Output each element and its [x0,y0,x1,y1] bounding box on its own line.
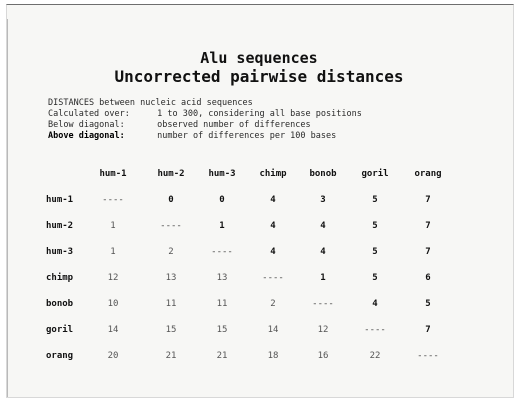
column-header: goril [361,169,389,179]
page-title: Alu sequences [200,49,318,67]
matrix-cell: 4 [270,195,276,205]
matrix-cell: ---- [417,351,439,361]
matrix-cell: 1 [110,221,116,231]
matrix-cell: 5 [372,195,378,205]
matrix-cell: 15 [216,325,228,335]
matrix-cell: 13 [165,273,177,283]
matrix-cell: 22 [369,351,381,361]
matrix-cell: 18 [267,351,279,361]
matrix-cell: 4 [320,247,326,257]
description-key: Above diagonal: [48,131,125,141]
column-header: orang [414,169,442,179]
matrix-cell: 1 [320,273,326,283]
matrix-cell: ---- [364,325,386,335]
description-value: number of differences per 100 bases [157,131,337,141]
row-label: hum-1 [46,195,74,205]
description-line [48,98,362,109]
matrix-cell: 3 [320,195,326,205]
matrix-cell: 11 [165,299,177,309]
description-line [48,120,362,131]
matrix-cell: ---- [211,247,233,257]
matrix-cell: 4 [372,299,378,309]
matrix-cell: 7 [425,325,431,335]
matrix-cell: 5 [425,299,431,309]
matrix-cell: 10 [107,299,119,309]
column-header: hum-2 [157,169,185,179]
matrix-cell: 13 [216,273,228,283]
matrix-cell: 14 [267,325,279,335]
description-line [48,131,362,142]
description-key: Calculated over: [48,109,130,119]
description-key: Below diagonal: [48,120,125,130]
matrix-cell: 4 [270,221,276,231]
matrix-cell: 2 [168,247,174,257]
description-text: DISTANCES between nucleic acid sequences [48,98,253,108]
matrix-cell: ---- [312,299,334,309]
matrix-cell: 7 [425,221,431,231]
row-label: hum-2 [46,221,74,231]
matrix-cell: 1 [110,247,116,257]
description-value: observed number of differences [157,120,311,130]
matrix-cell: 16 [317,351,329,361]
matrix-cell: 12 [107,273,119,283]
matrix-cell: 20 [107,351,119,361]
description-line [48,109,362,120]
matrix-cell: 0 [219,195,225,205]
row-label: goril [46,325,74,335]
matrix-cell: 12 [317,325,329,335]
column-header: bonob [309,169,337,179]
matrix-cell: 6 [425,273,431,283]
matrix-cell: 14 [107,325,119,335]
matrix-cell: 2 [270,299,276,309]
row-label: orang [46,351,74,361]
matrix-cell: ---- [102,195,124,205]
row-label: bonob [46,299,74,309]
matrix-cell: 15 [165,325,177,335]
description-value: 1 to 300, considering all base positions [157,109,362,119]
description-block [48,98,362,142]
column-header: chimp [259,169,287,179]
matrix-cell: 7 [425,195,431,205]
matrix-cell: 7 [425,247,431,257]
matrix-cell: 0 [168,195,174,205]
matrix-cell: 5 [372,221,378,231]
matrix-cell: 5 [372,273,378,283]
column-header: hum-1 [99,169,127,179]
page-subtitle: Uncorrected pairwise distances [114,67,404,86]
matrix-cell: ---- [160,221,182,231]
matrix-cell: 4 [270,247,276,257]
matrix-cell: 21 [165,351,177,361]
matrix-cell: 21 [216,351,228,361]
matrix-cell: 5 [372,247,378,257]
column-header: hum-3 [208,169,236,179]
matrix-cell: 11 [216,299,228,309]
matrix-cell: 1 [219,221,225,231]
row-label: hum-3 [46,247,74,257]
matrix-cell: ---- [262,273,284,283]
matrix-cell: 4 [320,221,326,231]
row-label: chimp [46,273,74,283]
